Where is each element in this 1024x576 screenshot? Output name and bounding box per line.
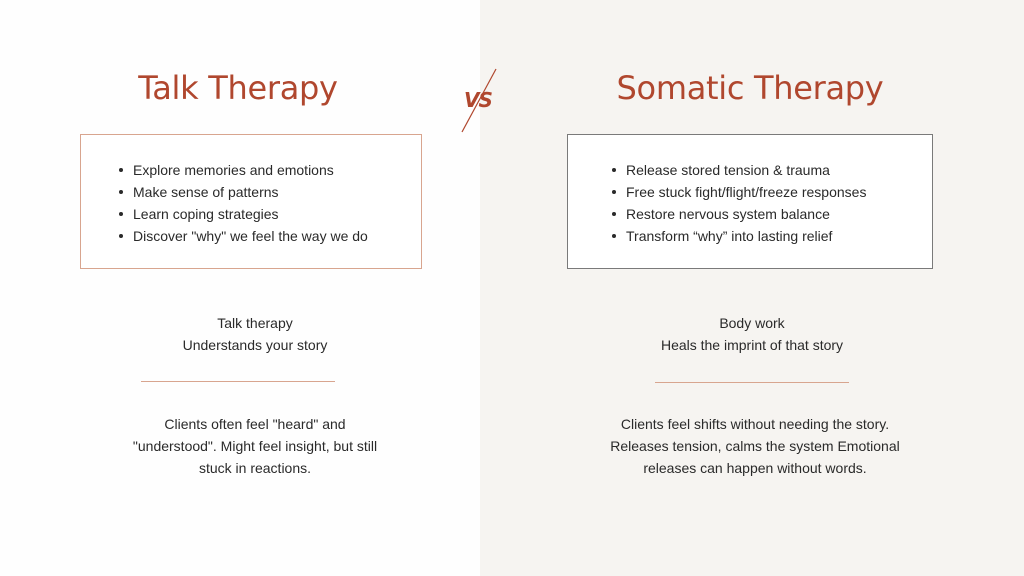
talk-therapy-description-line: stuck in reactions. <box>198 460 312 476</box>
somatic-therapy-subtitle-line: Heals the imprint of that story <box>660 337 844 353</box>
talk-therapy-divider <box>141 381 335 382</box>
talk-therapy-description-line: Clients often feel "heard" and <box>164 416 346 432</box>
talk-therapy-description-line: "understood". Might feel insight, but still <box>132 438 378 454</box>
list-item: Free stuck fight/flight/freeze responses <box>612 181 922 203</box>
talk-therapy-subtitle <box>110 312 400 356</box>
somatic-therapy-description-line: Releases tension, calms the system Emotional <box>610 438 900 454</box>
somatic-therapy-title: Somatic Therapy <box>616 69 884 107</box>
talk-therapy-title: Talk Therapy <box>138 69 338 107</box>
vs-label: VS <box>464 88 492 112</box>
somatic-therapy-subtitle-line: Body work <box>719 315 785 331</box>
list-item: Transform “why” into lasting relief <box>612 225 922 247</box>
talk-therapy-points-box <box>80 134 422 269</box>
somatic-therapy-points <box>612 159 922 247</box>
list-item: Release stored tension & trauma <box>612 159 922 181</box>
vs-mark <box>452 66 506 136</box>
list-item: Discover "why" we feel the way we do <box>119 225 411 247</box>
somatic-therapy-description-line: releases can happen without words. <box>643 460 867 476</box>
talk-therapy-description <box>90 413 420 479</box>
somatic-therapy-divider <box>655 382 849 383</box>
list-item: Make sense of patterns <box>119 181 411 203</box>
list-item: Learn coping strategies <box>119 203 411 225</box>
list-item: Explore memories and emotions <box>119 159 411 181</box>
somatic-therapy-description-line: Clients feel shifts without needing the story. <box>620 416 890 432</box>
talk-therapy-subtitle-line: Understands your story <box>182 337 328 353</box>
talk-therapy-subtitle-line: Talk therapy <box>217 315 293 331</box>
talk-therapy-points <box>119 159 411 247</box>
list-item: Restore nervous system balance <box>612 203 922 225</box>
somatic-therapy-description <box>575 413 935 479</box>
somatic-therapy-subtitle <box>600 312 904 356</box>
somatic-therapy-points-box <box>567 134 933 269</box>
